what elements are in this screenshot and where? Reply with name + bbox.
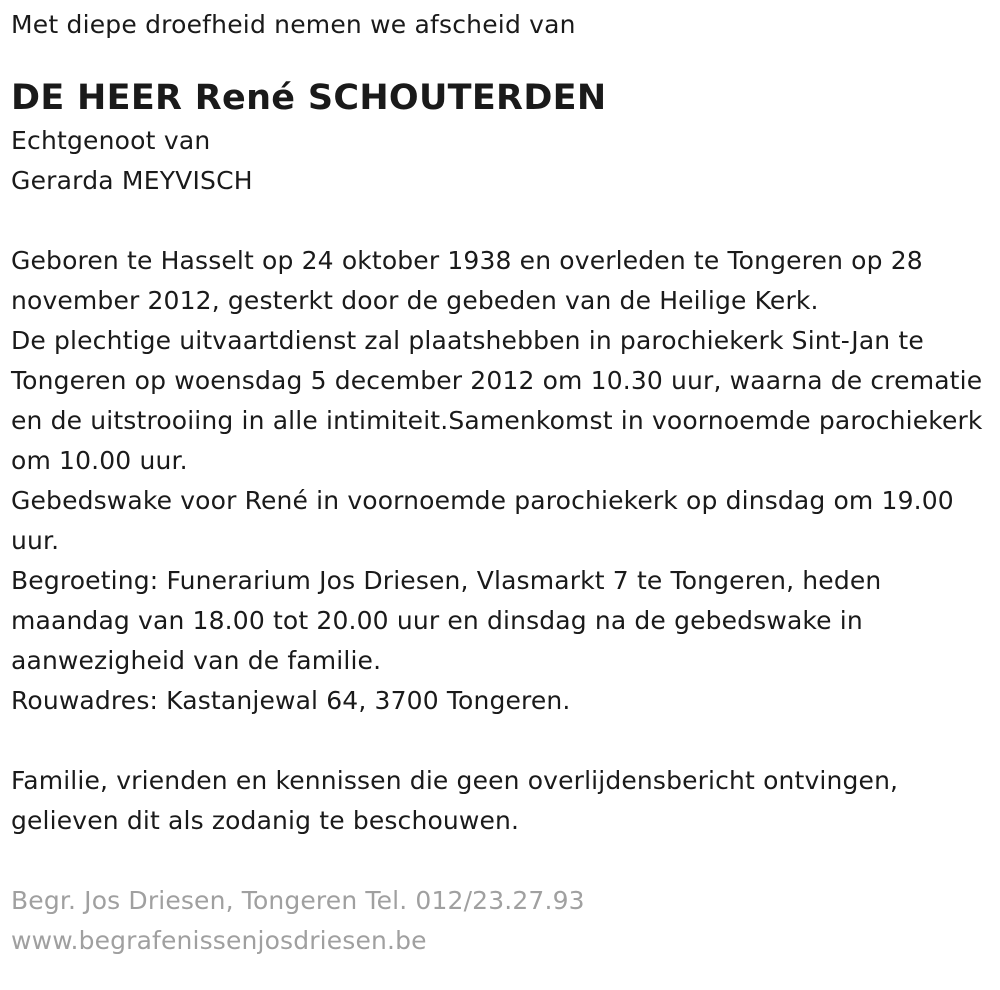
visitation-paragraph: Begroeting: Funerarium Jos Driesen, Vlasmarkt 7 te Tongeren, heden maandag van 18.00 tot 20.00 uur en dinsdag na de gebedswake in aanwezigheid van de familie. <box>11 566 882 675</box>
mourning-address: Rouwadres: Kastanjewal 64, 3700 Tongeren. <box>11 686 571 715</box>
prayer-vigil-paragraph: Gebedswake voor René in voornoemde parochiekerk op dinsdag om 19.00 uur. <box>11 486 954 555</box>
funeral-home-contact: Begr. Jos Driesen, Tongeren Tel. 012/23.27.93 <box>11 886 585 915</box>
spacer <box>11 841 996 881</box>
funeral-home-website: www.begrafenissenjosdriesen.be <box>11 926 427 955</box>
spouse-name: Gerarda MEYVISCH <box>11 166 253 195</box>
spouse-label: Echtgenoot van <box>11 126 211 155</box>
deceased-name: DE HEER René SCHOUTERDEN <box>11 78 607 118</box>
spacer <box>11 721 996 761</box>
birth-death-paragraph: Geboren te Hasselt op 24 oktober 1938 en overleden te Tongeren op 28 november 2012, gesterkt door de gebeden van de Heilige Kerk. <box>11 246 923 315</box>
intro-text: Met diepe droefheid nemen we afscheid van <box>11 10 576 39</box>
spacer <box>11 201 996 241</box>
funeral-service-paragraph: De plechtige uitvaartdienst zal plaatshebben in parochiekerk Sint-Jan te Tongeren op woensdag 5 december 2012 om 10.30 uur, waarna de crematie en de uitstrooiing in alle intimiteit.Samenkomst in voornoemde parochiekerk om 10.00 uur. <box>11 326 983 475</box>
death-notice <box>11 6 996 961</box>
closing-paragraph: Familie, vrienden en kennissen die geen overlijdensbericht ontvingen, gelieven dit als zodanig te beschouwen. <box>11 766 899 835</box>
